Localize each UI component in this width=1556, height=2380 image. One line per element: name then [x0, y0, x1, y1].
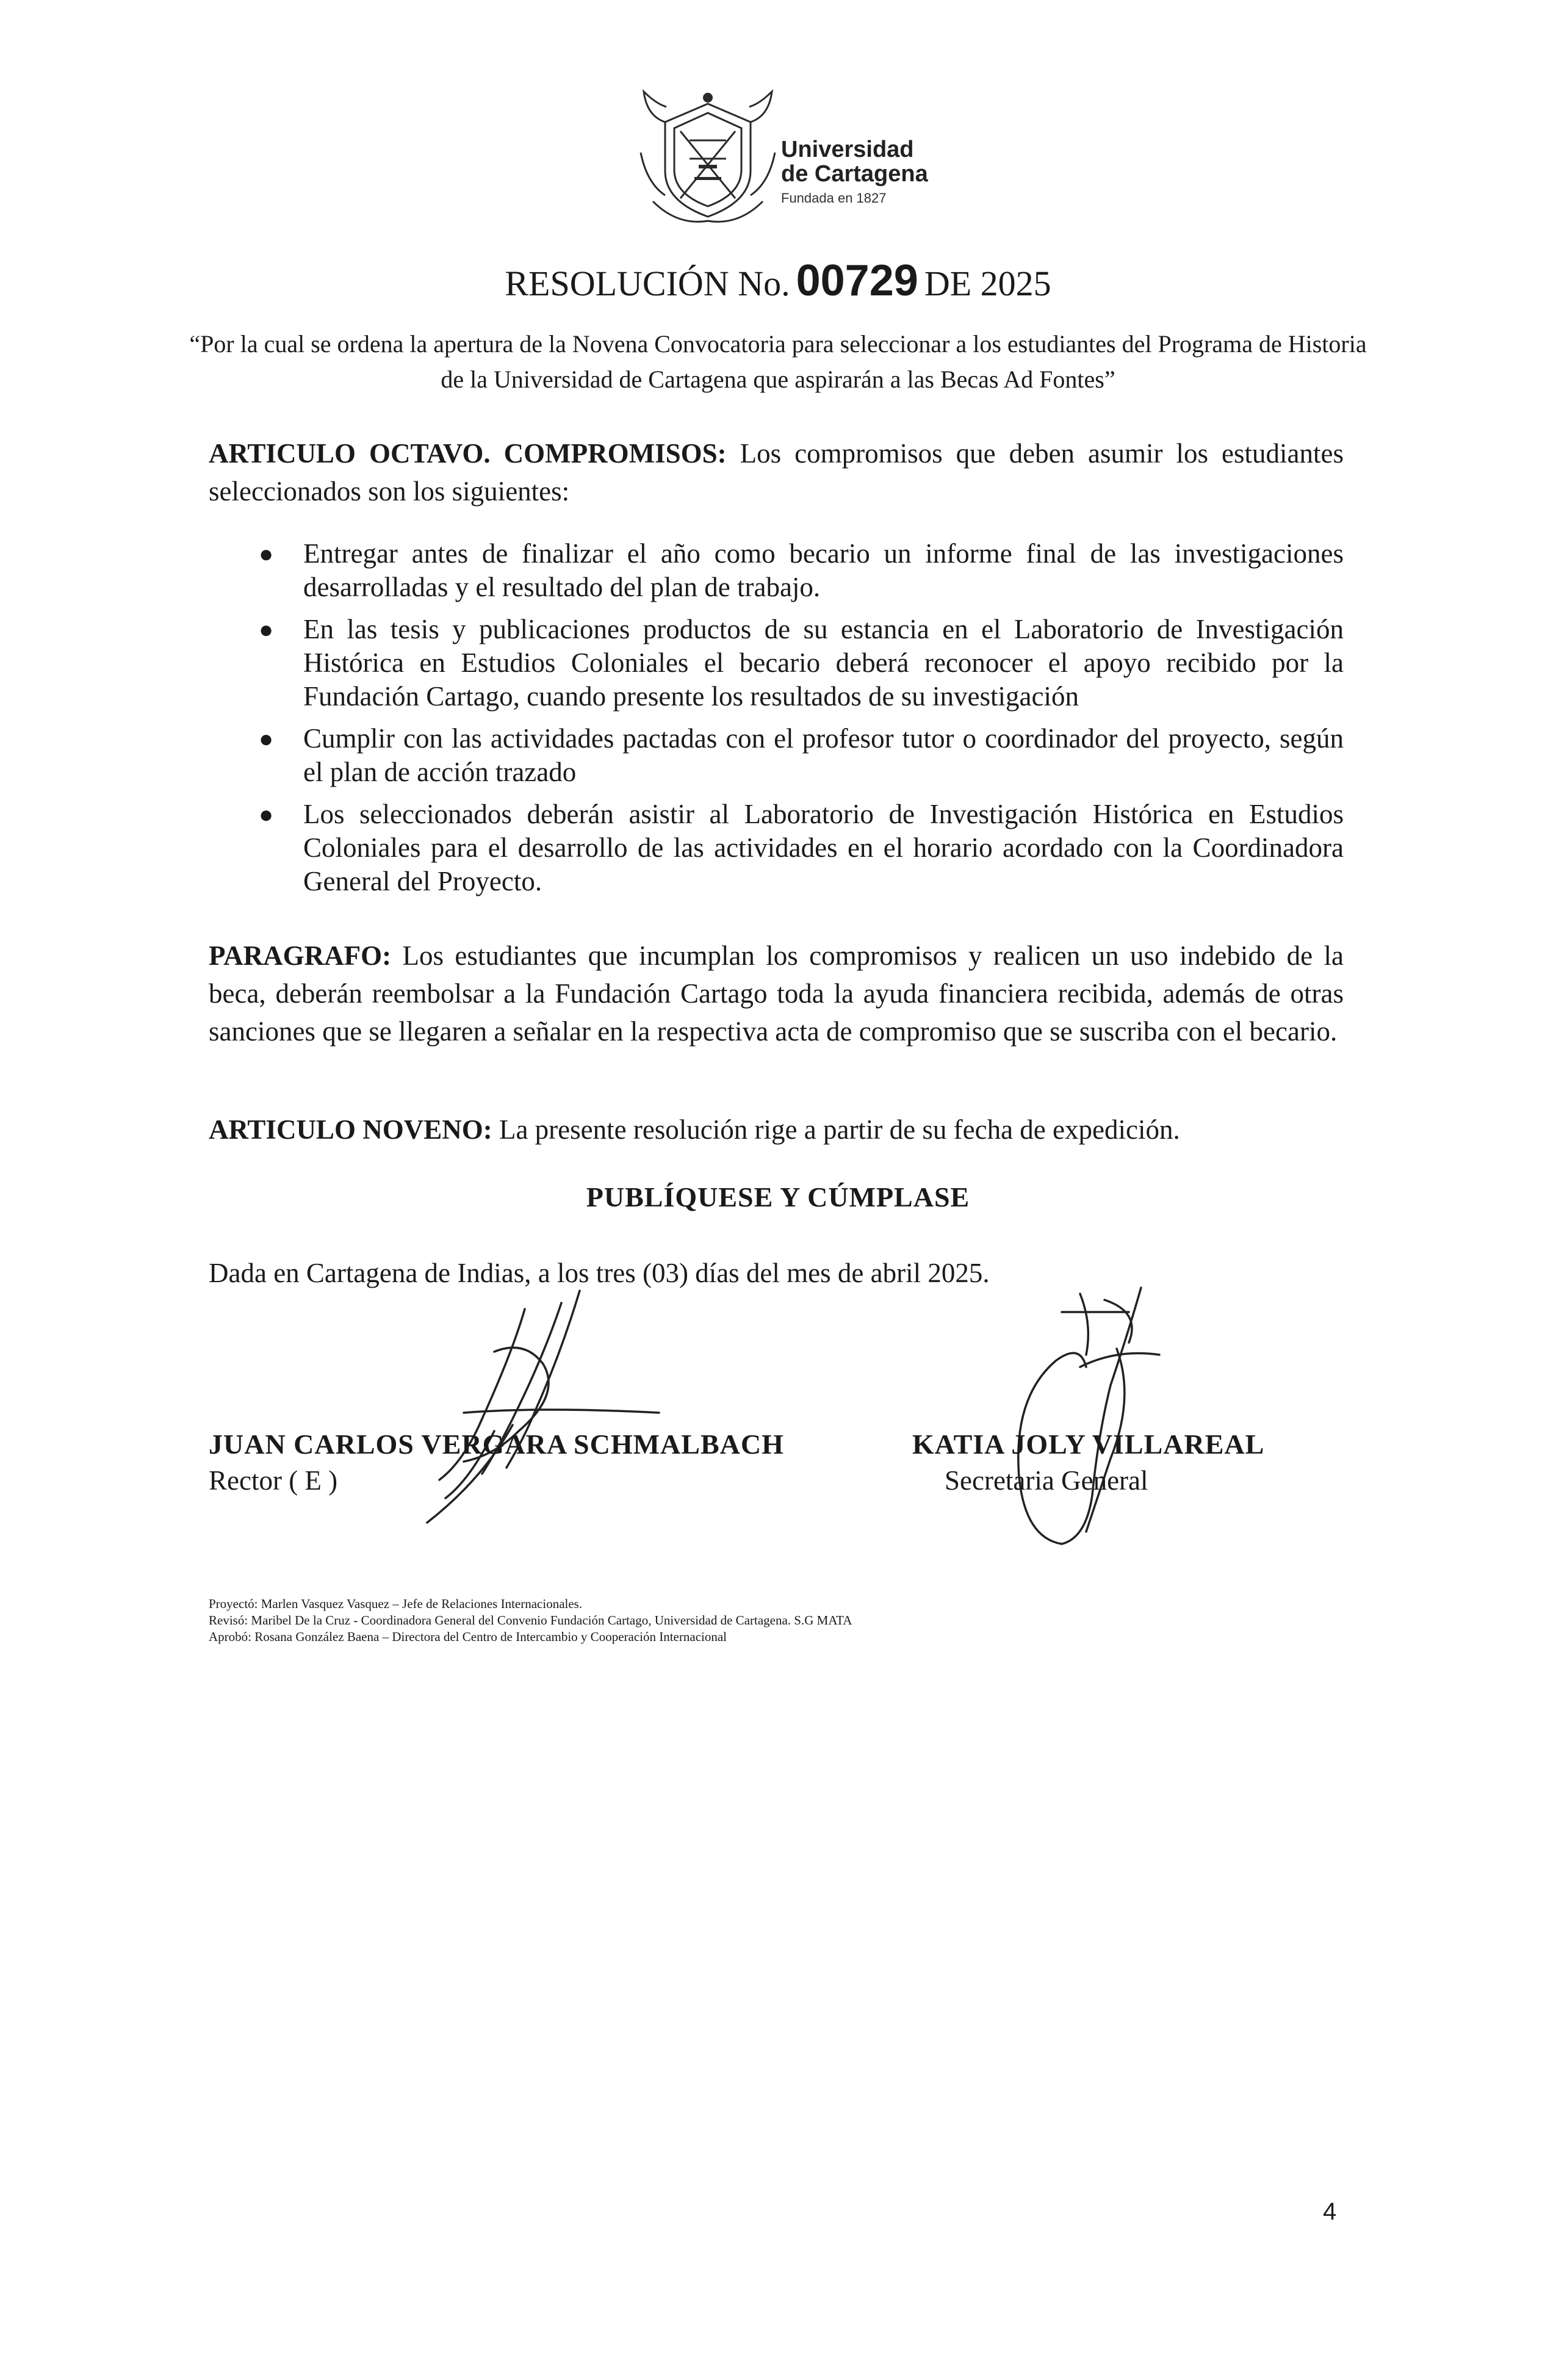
list-item — [209, 722, 1344, 789]
article-ninth-heading: ARTICULO NOVENO: — [209, 1114, 492, 1145]
paragraph-clause — [209, 937, 1344, 1050]
secretary-signature — [989, 1275, 1220, 1556]
footer-line-projected: Proyectó: Marlen Vasquez Vasquez – Jefe de Relaciones Internacionales. — [209, 1596, 583, 1611]
article-eighth-intro — [209, 435, 1344, 510]
paragraph-heading: PARAGRAFO: — [209, 940, 392, 971]
list-item — [209, 613, 1344, 713]
resolution-number: 00729 — [796, 256, 918, 305]
given-statement: Dada en Cartagena de Indias, a los tres (03) días del mes de abril 2025. — [209, 1258, 990, 1288]
resolution-year: DE 2025 — [924, 264, 1051, 303]
publish-statement: PUBLÍQUESE Y CÚMPLASE — [586, 1181, 970, 1213]
bullet-icon: ● — [259, 540, 274, 568]
founded-text: Fundada en 1827 — [781, 190, 887, 206]
rector-name: JUAN CARLOS VERGARA SCHMALBACH — [209, 1429, 784, 1460]
list-item-text: Entregar antes de finalizar el año como becario un informe final de las investigaciones desarrolladas y el resultado del plan de trabajo. — [303, 538, 1344, 602]
university-name-line1: Universidad — [781, 137, 914, 162]
list-item-text: En las tesis y publicaciones productos de su estancia en el Laboratorio de Investigación Histórica en Estudios Coloniales el becario deberá reconocer el apoyo recibido por la Fundación Cartago, cuando presente los resultados de su investigación — [303, 614, 1344, 712]
university-name — [781, 137, 928, 186]
page-number: 4 — [1323, 2198, 1337, 2225]
university-seal-icon — [629, 79, 787, 232]
resolution-title — [0, 256, 1556, 308]
list-item-text: Cumplir con las actividades pactadas con el profesor tutor o coordinador del proyecto, según el plan de acción trazado — [303, 723, 1344, 787]
list-item-text: Los seleccionados deberán asistir al Laboratorio de Investigación Histórica en Estudios Coloniales para el desarrollo de las actividades en el horario acordado con la Coordinadora General del Proyecto. — [303, 799, 1344, 896]
university-name-line2: de Cartagena — [781, 161, 928, 187]
list-item — [209, 537, 1344, 604]
secretary-name: KATIA JOLY VILLAREAL — [912, 1429, 1265, 1460]
resolution-subject: “Por la cual se ordena la apertura de la Novena Convocatoria para seleccionar a los estudiantes del Programa de Historia de la Universidad de Cartagena que aspirarán a las Becas Ad Fontes” — [189, 330, 1367, 393]
footer-line-reviewed: Revisó: Maribel De la Cruz - Coordinadora General del Convenio Fundación Cartago, Universidad de Cartagena. S.G MATA — [209, 1613, 852, 1628]
bullet-icon: ● — [259, 801, 274, 828]
article-eighth-heading: ARTICULO OCTAVO. COMPROMISOS: — [209, 438, 727, 469]
commitments-list — [209, 537, 1344, 907]
bullet-icon: ● — [259, 725, 274, 752]
secretary-role: Secretaria General — [945, 1465, 1148, 1496]
footer-line-approved: Aprobó: Rosana González Baena – Directora del Centro de Intercambio y Cooperación Internacional — [209, 1629, 727, 1644]
paragraph-text: Los estudiantes que incumplan los compromisos y realicen un uso indebido de la beca, deberán reembolsar a la Fundación Cartago toda la ayuda financiera recibida, además de otras sanciones que se llegaren a señalar en la respectiva acta de compromiso que se suscriba con el becario. — [209, 940, 1344, 1047]
article-ninth — [209, 1111, 1344, 1149]
resolution-prefix: RESOLUCIÓN No. — [505, 264, 790, 303]
rector-role: Rector ( E ) — [209, 1465, 338, 1496]
article-eighth-intro-text: Los compromisos que deben asumir los estudiantes seleccionados son los siguientes: — [209, 438, 1344, 507]
bullet-icon: ● — [259, 616, 274, 643]
list-item — [209, 798, 1344, 898]
approval-footer — [209, 1596, 852, 1645]
article-ninth-text: La presente resolución rige a partir de su fecha de expedición. — [492, 1114, 1180, 1145]
rector-signature — [342, 1278, 683, 1535]
